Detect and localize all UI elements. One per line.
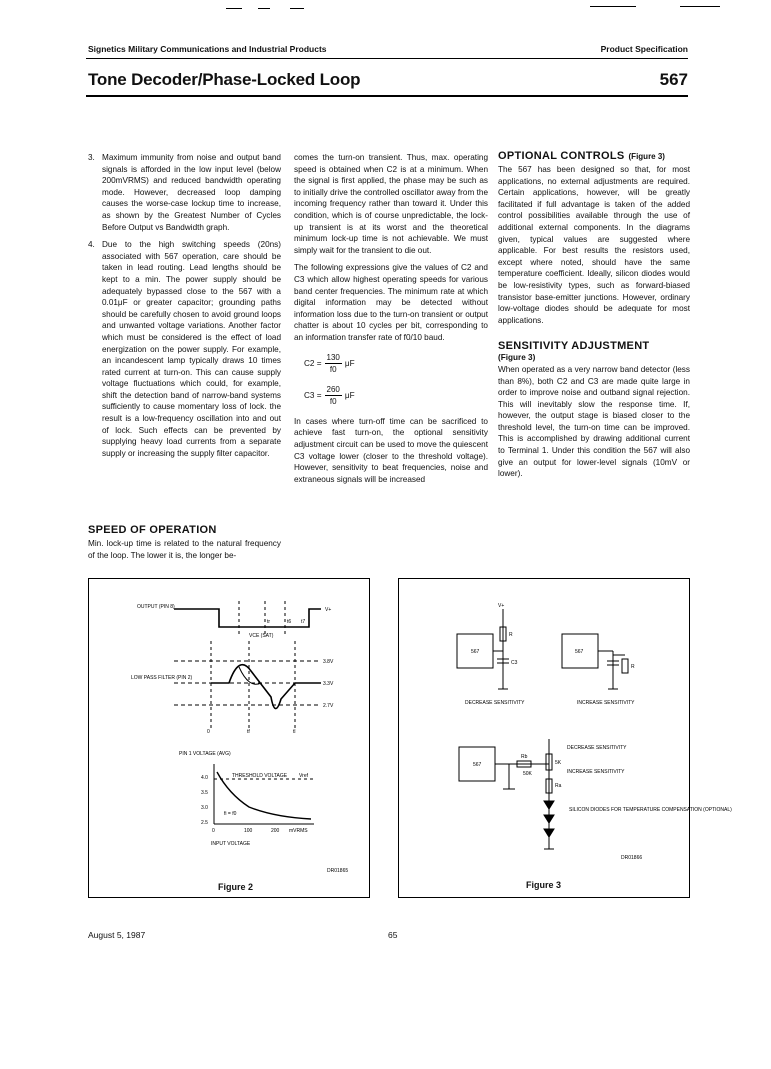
r50k-label: 50K <box>523 771 532 777</box>
header-left: Signetics Military Communications and Industrial Products <box>88 44 327 54</box>
item-text: Due to the high switching speeds (20ns) associated with 567 operation, care should be taken in lead routing. Lead lengths should be kept to a min. The power supply should be adequately bypassed close to the 567 with a 0.01μF or greater capacitor; grounding paths should be carefully chosen to avoid ground loops and unwanted voltage variations. Another factor which must be considered is the effect of load energization on the power supply. For example, an incandescent lamp typically draws 10 times rated current at turn-on. This can cause supply voltage fluctuations which could, for example, shift the detection band of narrow-band systems sufficiently to cause momentary loss of lock. the result is a low-frequency oscillation into and out of lock. Such effects can be prevented by supplying heavy load currents from a separate supply or increasing the supply filter capacitor. <box>102 240 281 458</box>
v-plus-label: V+ <box>325 607 332 613</box>
figure-ref: (Figure 3) <box>628 152 665 161</box>
tick-tl: tl <box>293 729 296 735</box>
footer-date: August 5, 1987 <box>88 930 146 940</box>
denominator: f0 <box>329 365 337 375</box>
r2-label: R <box>631 664 635 670</box>
y-tick: 2.5 <box>201 820 208 826</box>
figure-3-box <box>398 578 732 898</box>
page-title: Tone Decoder/Phase-Locked Loop <box>88 70 361 89</box>
scan-mark <box>590 6 636 7</box>
t7-label: t7 <box>301 619 306 625</box>
ic-2-label: 567 <box>575 649 584 655</box>
column-1 <box>88 152 281 459</box>
item-number: 4. <box>88 240 95 250</box>
increase2-label: INCREASE SENSITIVITY <box>567 769 625 775</box>
paragraph: The 567 has been designed so that, for most applications, no external adjustments are required. Certain applications, however, will be greatly facilitated if full advantage is taken of the added control possibilities available through the use of additional external components. In the diagrams given, typical values are suggested where applicable. For best results the resistors used, except where noted, should have the same temperature coefficient. Ideally, silicon diodes would be low-resistivity types, such as forward-biased transistor base-emitter junctions. However, ordinary low-voltage diodes should be adequate for most applications. <box>498 165 690 325</box>
resistor-r2 <box>622 659 628 673</box>
decrease2-label: DECREASE SENSITIVITY <box>567 745 627 751</box>
equation-lhs: C3 = <box>304 390 322 400</box>
scan-mark <box>226 8 242 9</box>
diode-3 <box>544 829 554 837</box>
fi-label: fi = f0 <box>224 811 237 817</box>
column-2 <box>294 152 488 491</box>
fraction <box>325 352 342 376</box>
vce-label: VCE (SAT) <box>249 633 274 639</box>
x-unit: mVRMS <box>289 828 308 834</box>
r5k-label: 5K <box>555 760 562 766</box>
header-right: Product Specification <box>600 44 688 54</box>
optional-controls-heading <box>498 150 690 162</box>
vref-label: Vref <box>299 773 308 779</box>
section-heading: SENSITIVITY ADJUSTMENT <box>498 340 650 353</box>
lowpass-waveform <box>211 665 321 709</box>
v33-label: 3.3V <box>323 681 334 687</box>
output-label: OUTPUT (PIN 8) <box>137 604 175 610</box>
equation-c2 <box>304 352 488 376</box>
input-label: INPUT VOLTAGE <box>211 841 251 847</box>
rb-label: Rb <box>521 754 528 760</box>
diode-1 <box>544 801 554 809</box>
figure-mark: DR01866 <box>621 855 643 861</box>
figure-2-box <box>88 578 370 898</box>
section-heading: SPEED OF OPERATION <box>88 524 217 536</box>
page-number: 65 <box>388 930 398 940</box>
column-3 <box>498 150 690 480</box>
v27-label: 2.7V <box>323 703 334 709</box>
y-tick: 3.5 <box>201 790 208 796</box>
title-rule <box>86 95 688 97</box>
figure-ref: (Figure 3) <box>498 353 536 363</box>
decrease-label: DECREASE SENSITIVITY <box>465 700 525 706</box>
figure-3-caption: Figure 3 <box>526 880 562 890</box>
r-label: R <box>509 632 513 638</box>
increase-label: INCREASE SENSITIVITY <box>577 700 635 706</box>
scan-mark <box>258 8 270 9</box>
unit: μF <box>344 390 355 400</box>
output-waveform <box>174 609 321 627</box>
paragraph: The following expressions give the values of C2 and C3 which allow highest operating speeds for various band center frequencies. The minimum rate at which digital information may be detected without information loss due to the turn-on transient or output chatter is about 10 cycles per bit, corresponding to an information transfer rate of f0/10 baud. <box>294 263 488 342</box>
y-tick: 4.0 <box>201 775 208 781</box>
paragraph: When operated as a very narrow band detector (less than 8%), both C2 and C3 are made quite large in order to improve noise and outband signal rejection. This will inevitably slow the response time. If, however, the output stage is biased closer to the threshold level, the turn-on time can be improved. This is accomplished by drawing additional current to Terminal 1. Under this condition the 567 will also give an output for lower-level signals (10mV or lower). <box>498 364 690 479</box>
speed-heading <box>88 524 217 536</box>
part-number: 567 <box>659 70 688 89</box>
numerator: 260 <box>325 384 342 397</box>
ra-label: Ra <box>555 783 562 789</box>
tick-tf: tf <box>247 729 250 735</box>
figure-mark: DR01865 <box>327 868 349 874</box>
diode-2 <box>544 815 554 823</box>
t6-label: t6 <box>287 619 292 625</box>
lowpass-label: LOW PASS FILTER (PIN 2) <box>131 675 193 681</box>
y-tick: 3.0 <box>201 805 208 811</box>
section-heading: OPTIONAL CONTROLS <box>498 150 625 162</box>
list-item-3 <box>88 152 281 233</box>
speed-text: Min. lock-up time is related to the natural frequency of the loop. The lower it is, the longer be- <box>88 539 281 560</box>
item-text: Maximum immunity from noise and output band signals is afforded in the low input level (below 200mVRMS) and reduced bandwidth operating mode. However, decreased loop damping causes the worse-case lockup time to increase, as shown by the Greatest Number of Cycles Before Output vs Bandwidth graph. <box>102 153 281 232</box>
c3-label: C3 <box>511 660 518 666</box>
item-number: 3. <box>88 153 95 162</box>
paragraph: In cases where turn-off time can be sacrificed to achieve fast turn-on, the optional sensitivity adjustment circuit can be used to move the quiescent C3 voltage lower (closer to the threshold voltage). However, sensitivity to beat frequencies, noise and extraneous signals will be increased <box>294 416 488 484</box>
unit: μF <box>344 358 355 368</box>
list-item-4 <box>88 239 281 459</box>
ic-3-label: 567 <box>473 762 482 768</box>
tick-0: 0 <box>207 729 210 735</box>
figure-2-diagram <box>89 579 369 897</box>
x-tick: 0 <box>212 828 215 834</box>
denominator: f0 <box>329 397 337 407</box>
header-rule <box>86 58 688 59</box>
equation-lhs: C2 = <box>304 358 322 368</box>
x-tick: 200 <box>271 828 280 834</box>
v38-label: 3.8V <box>323 659 334 665</box>
diode-note: SILICON DIODES FOR TEMPERATURE COMPENSATION (OPTIONAL) <box>569 807 732 813</box>
paragraph: comes the turn-on transient. Thus, max. operating speed is obtained when C2 is at a minimum. When the signal is first applied, the phase may be such as to initially drive the controlled oscillator away from the incoming frequency rather than toward it. Under this condition, which is of course unpredictable, the lock-up transient is at its worst and the theoretical minimum lock-up time is not achievable. We must simply wait for the transient to die out. <box>294 153 488 255</box>
vplus-label: V+ <box>498 603 505 609</box>
numerator: 130 <box>325 352 342 365</box>
pin1-label: PIN 1 VOLTAGE (AVG) <box>179 751 231 757</box>
figure-2-caption: Figure 2 <box>218 882 254 892</box>
threshold-label: THRESHOLD VOLTAGE <box>232 773 288 779</box>
equation-c3 <box>304 384 488 408</box>
figure-3-diagram <box>399 579 732 897</box>
scan-mark <box>680 6 720 7</box>
fraction <box>325 384 342 408</box>
x-tick: 100 <box>244 828 253 834</box>
ic-1-label: 567 <box>471 649 480 655</box>
tr-label: tr <box>267 619 271 625</box>
scan-mark <box>290 8 304 9</box>
